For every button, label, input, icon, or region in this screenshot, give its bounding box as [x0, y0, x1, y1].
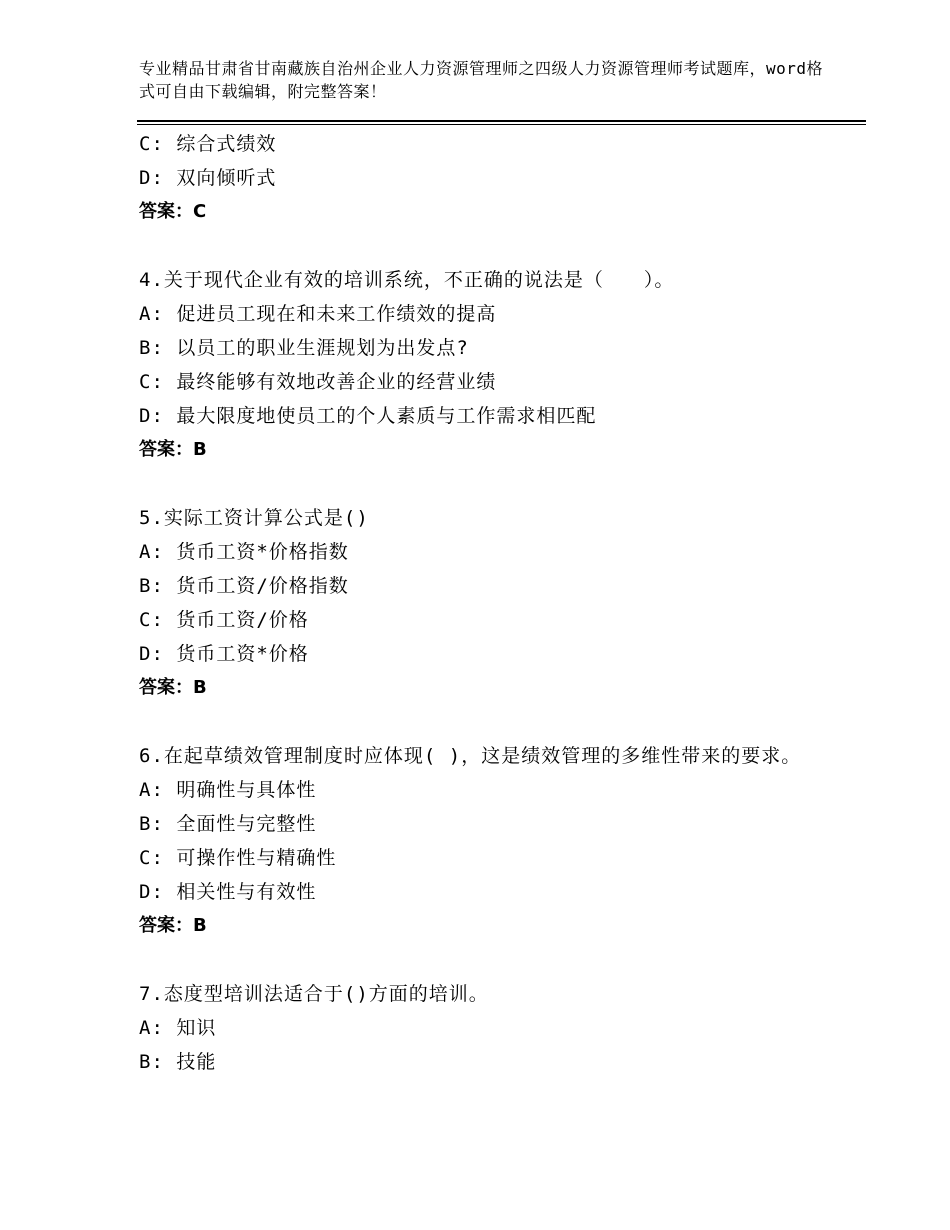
option-d: D: 相关性与有效性 — [139, 881, 317, 903]
document-header: 专业精品甘肃省甘南藏族自治州企业人力资源管理师之四级人力资源管理师考试题库，word格式可自由下载编辑，附完整答案！ — [139, 59, 824, 101]
question-stem: 4.关于现代企业有效的培训系统，不正确的说法是（ ）。 — [139, 269, 675, 291]
spacer — [139, 467, 839, 501]
question-stem: 5.实际工资计算公式是() — [139, 507, 369, 529]
answer: 答案：B — [139, 915, 207, 936]
question-list — [139, 127, 839, 1079]
option-d: D: 最大限度地使员工的个人素质与工作需求相匹配 — [139, 405, 597, 427]
option-b: B: 货币工资/价格指数 — [139, 575, 349, 597]
option-d: D: 货币工资*价格 — [139, 643, 309, 665]
spacer — [139, 943, 839, 977]
spacer — [139, 705, 839, 739]
answer: 答案：B — [139, 677, 207, 698]
header-rule-thick — [137, 120, 866, 122]
option-c: C: 货币工资/价格 — [139, 609, 309, 631]
answer: 答案：B — [139, 439, 207, 460]
question-stem: 7.态度型培训法适合于()方面的培训。 — [139, 983, 489, 1005]
header-rule-thin — [137, 124, 866, 125]
option-a: A: 货币工资*价格指数 — [139, 541, 349, 563]
option-c: C: 综合式绩效 — [139, 133, 277, 155]
option-b: B: 技能 — [139, 1051, 217, 1073]
question-7 — [139, 977, 839, 1079]
option-a: A: 知识 — [139, 1017, 217, 1039]
question-5 — [139, 501, 839, 705]
spacer — [139, 229, 839, 263]
answer: 答案：C — [139, 201, 207, 222]
option-b: B: 全面性与完整性 — [139, 813, 317, 835]
option-b: B: 以员工的职业生涯规划为出发点? — [139, 337, 469, 359]
option-c: C: 最终能够有效地改善企业的经营业绩 — [139, 371, 497, 393]
question-fragment — [139, 127, 839, 229]
question-4 — [139, 263, 839, 467]
option-a: A: 明确性与具体性 — [139, 779, 317, 801]
question-6 — [139, 739, 839, 943]
option-a: A: 促进员工现在和未来工作绩效的提高 — [139, 303, 497, 325]
question-stem: 6.在起草绩效管理制度时应体现( )，这是绩效管理的多维性带来的要求。 — [139, 745, 802, 767]
option-d: D: 双向倾听式 — [139, 167, 277, 189]
option-c: C: 可操作性与精确性 — [139, 847, 337, 869]
